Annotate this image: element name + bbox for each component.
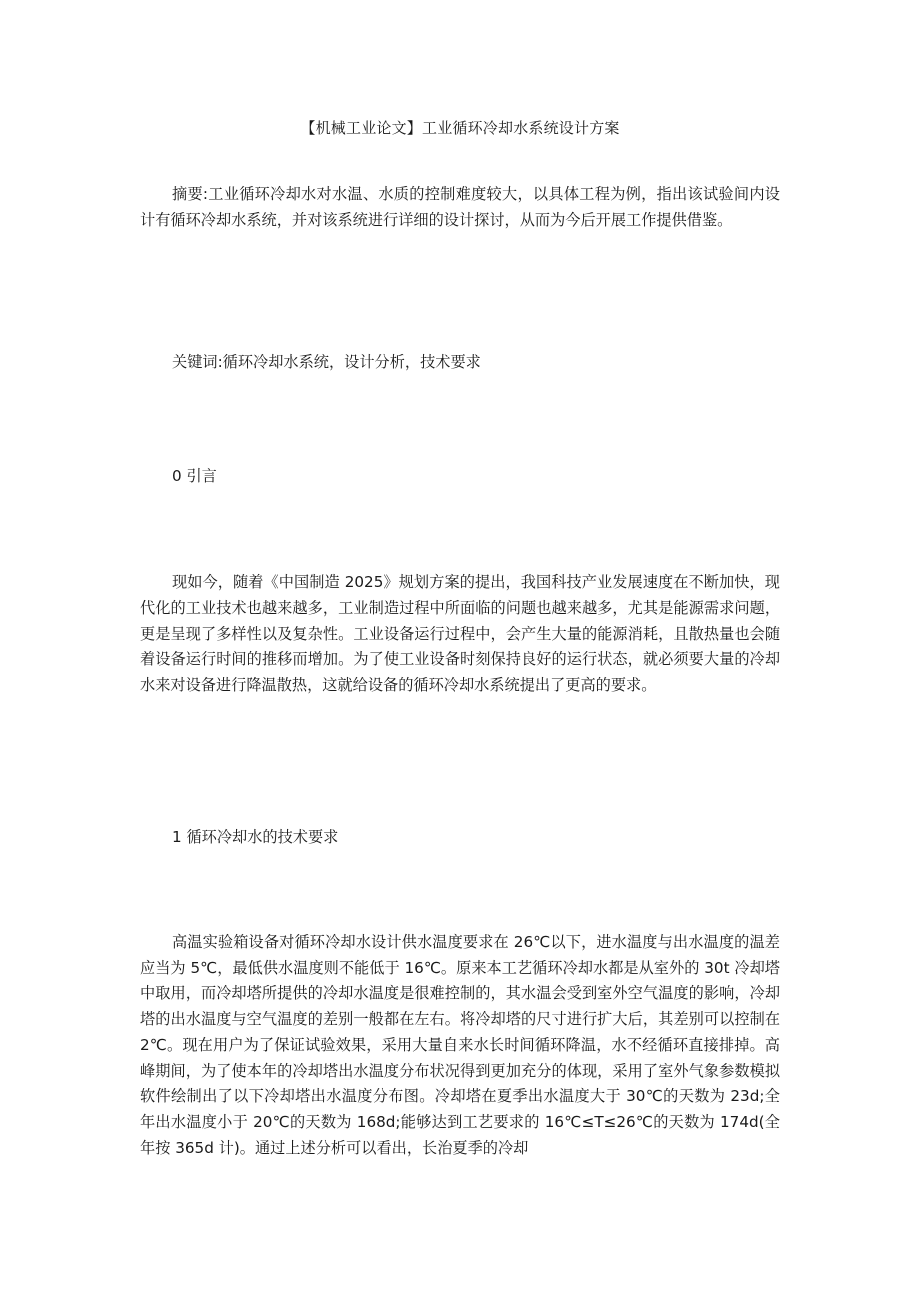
section-body-introduction: 现如今，随着《中国制造 2025》规划方案的提出，我国科技产业发展速度在不断加快，现代化的工业技术也越来越多，工业制造过程中所面临的问题也越来越多，尤其是能源需求问题，更是呈现了多样性以及复杂性。工业设备运行过程中，会产生大量的能源消耗，且散热量也会随着设备运行时间的推移而增加。为了使工业设备时刻保持良好的运行状态，就必须要大量的冷却水来对设备进行降温散热，这就给设备的循环冷却水系统提出了更高的要求。 [140, 573, 780, 695]
document-title: 【机械工业论文】工业循环冷却水系统设计方案 [300, 119, 620, 137]
section-body-technical-requirements: 高温实验箱设备对循环冷却水设计供水温度要求在 26℃以下，进水温度与出水温度的温差应当为 5℃，最低供水温度则不能低于 16℃。原来本工艺循环冷却水都是从室外的 30t 冷却塔中取用，而冷却塔所提供的冷却水温度是很难控制的，其水温会受到室外空气温度的影响，冷却塔的出水温度与空气温度的差别一般都在左右。将冷却塔的尺寸进行扩大后，其差别可以控制在 2℃。现在用户为了保证试验效果，采用大量自来水长时间循环降温，水不经循环直接排掉。高峰期间，为了使本年的冷却塔出水温度分布状况得到更加充分的体现，采用了室外气象参数模拟软件绘制出了以下冷却塔出水温度分布图。冷却塔在夏季出水温度大于 30℃的天数为 23d;全年出水温度小于 20℃的天数为 168d;能够达到工艺要求的 16℃≤T≤26℃的天数为 174d(全年按 365d 计)。通过上述分析可以看出，长治夏季的冷却 [140, 933, 780, 1157]
abstract-paragraph: 摘要:工业循环冷却水对水温、水质的控制难度较大，以具体工程为例，指出该试验间内设计有循环冷却水系统，并对该系统进行详细的设计探讨，从而为今后开展工作提供借鉴。 [140, 185, 780, 229]
section-heading-technical-requirements: 1 循环冷却水的技术要求 [172, 828, 339, 846]
keywords-paragraph: 关键词:循环冷却水系统，设计分析，技术要求 [172, 353, 481, 371]
section-heading-introduction: 0 引言 [172, 467, 217, 485]
